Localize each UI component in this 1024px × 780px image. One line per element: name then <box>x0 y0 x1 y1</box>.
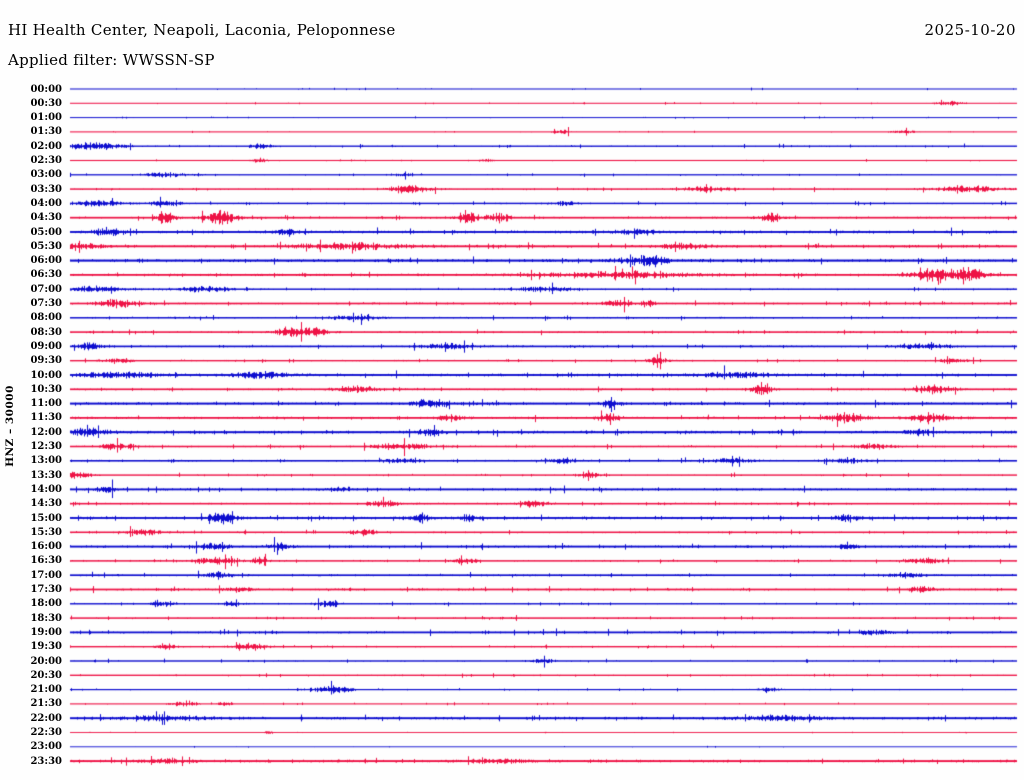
time-label: 01:30 <box>30 126 62 138</box>
time-label: 23:30 <box>30 755 62 767</box>
time-label: 22:00 <box>30 712 62 724</box>
time-label: 00:30 <box>30 97 62 109</box>
channel-scale-label: HNZ – 30000 <box>4 385 16 467</box>
time-label: 15:00 <box>30 512 62 524</box>
time-label: 13:30 <box>30 469 62 481</box>
time-label: 02:00 <box>30 140 62 152</box>
time-label: 16:00 <box>30 541 62 553</box>
time-label: 17:00 <box>30 569 62 581</box>
time-label: 20:30 <box>30 669 62 681</box>
time-label: 22:30 <box>30 727 62 738</box>
time-label: 01:00 <box>30 112 62 124</box>
time-label: 17:30 <box>30 584 62 595</box>
time-label: 03:00 <box>30 169 62 181</box>
time-label: 04:30 <box>30 212 62 224</box>
time-label: 19:30 <box>30 641 62 653</box>
time-label: 00:00 <box>30 83 62 95</box>
time-label: 06:30 <box>30 269 62 281</box>
time-label: 18:30 <box>30 612 62 624</box>
time-label: 08:00 <box>30 312 62 324</box>
time-label: 07:30 <box>30 298 62 309</box>
time-label: 11:30 <box>30 412 62 424</box>
time-label: 04:00 <box>30 197 62 209</box>
time-label: 21:30 <box>30 698 62 710</box>
time-label: 16:30 <box>30 555 62 567</box>
time-label: 12:30 <box>30 441 62 452</box>
time-label: 09:30 <box>30 355 62 367</box>
time-label: 03:30 <box>30 183 62 195</box>
time-label: 20:00 <box>30 655 62 667</box>
time-label: 14:00 <box>30 483 62 495</box>
time-label: 18:00 <box>30 598 62 610</box>
time-label: 10:00 <box>30 369 62 381</box>
time-label: 09:00 <box>30 340 62 352</box>
time-label: 05:00 <box>30 226 62 238</box>
time-label: 06:00 <box>30 255 62 267</box>
time-label: 21:00 <box>30 684 62 696</box>
time-label: 07:00 <box>30 283 62 295</box>
time-label: 02:30 <box>30 155 62 166</box>
time-label: 10:30 <box>30 383 62 395</box>
time-label: 19:00 <box>30 626 62 638</box>
time-label: 11:00 <box>30 398 62 410</box>
time-label: 14:30 <box>30 498 62 510</box>
time-label: 13:00 <box>30 455 62 467</box>
time-label: 12:00 <box>30 426 62 438</box>
time-label: 08:30 <box>30 326 62 338</box>
time-label: 23:00 <box>30 741 62 753</box>
time-label: 05:30 <box>30 240 62 252</box>
time-label: 15:30 <box>30 526 62 538</box>
